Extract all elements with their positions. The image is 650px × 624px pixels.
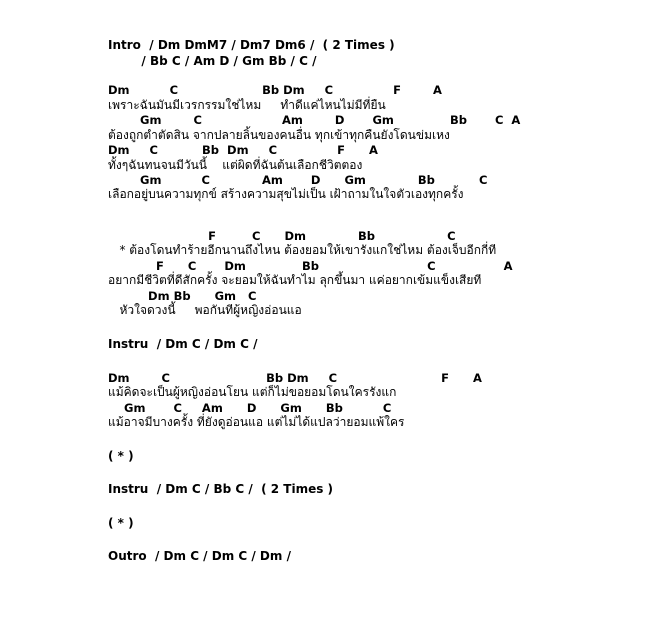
chorus-chordline-2: F C Dm Bb C A [108,259,513,274]
outro-block [108,549,638,565]
chorus-chordline-1: F C Dm Bb C [108,229,456,244]
repeat-chorus-2-line: ( * ) [108,515,134,530]
spacer [108,498,638,516]
repeat-chorus-2-block [108,516,638,532]
intro-line-1: Intro / Dm DmM7 / Dm7 Dm6 / ( 2 Times ) [108,38,395,52]
verse-2-chordline-2: Gm C Am D Gm Bb C [108,400,392,415]
song-content [108,38,638,565]
instru-1-line: Instru / Dm C / Dm C / [108,336,258,351]
chorus-chordline-3: Dm Bb Gm C [108,289,257,303]
spacer [108,464,638,482]
instru-2-line: Instru / Dm C / Bb C / ( 2 Times ) [108,482,334,497]
spacer [108,531,638,549]
verse-2-lyricline-1: แม้คิดจะเป็นผู้หญิงอ่อนโยน แต่ก็ไม่ขอยอมโดนใครรังแก [108,384,397,399]
intro-line-2: / Bb C / Am D / Gm Bb / C / [108,53,317,68]
intro-block [108,38,638,69]
verse-1-lyricline-4: เลือกอยู่บนความทุกข์ สร้างความสุขไม่เป็น เฝ้าถามในใจตัวเองทุกครั้ง [108,187,464,202]
chorus-lyricline-2: อยากมีชีวิตที่ดีสักครั้ง จะยอมให้ฉันทำไม ลุกขึ้นมา แค่อยากเข้มแข็งเสียที [108,273,482,288]
verse-2-chordline-1: Dm C Bb Dm C F A [108,370,482,385]
spacer [108,431,638,449]
spacer [108,319,638,337]
verse-1-block [108,83,638,203]
chorus-block [108,229,638,319]
spacer [108,203,638,221]
verse-1-chordline-1: Dm C Bb Dm C F A [108,83,442,98]
instru-2-block [108,482,638,498]
verse-1-lyricline-1: เพราะฉันมันมีเวรกรรมใช่ไหม ทำดีแค่ไหนไม่มีที่ยืน [108,97,386,112]
spacer [108,221,638,229]
verse-1-chordline-4: Gm C Am D Gm Bb C [108,173,488,188]
repeat-chorus-1-block [108,449,638,465]
verse-2-block [108,371,638,431]
spacer [108,69,638,83]
repeat-chorus-1-line: ( * ) [108,448,134,463]
verse-1-chordline-3: Dm C Bb Dm C F A [108,143,378,158]
verse-1-chordline-2: Gm C Am D Gm Bb C A [108,113,521,128]
outro-line: Outro / Dm C / Dm C / Dm / [108,549,291,564]
verse-1-lyricline-3: ทั้งๆฉันทนจนมีวันนี้ แต่ผิดที่ฉันต้นเลือกชีวิตตอง [108,157,363,172]
verse-1-lyricline-2: ต้องถูกตำตัดสิน จากปลายลิ้นของคนอื่น ทุกเข้าทุกคืนยังโดนข่มเหง [108,127,450,142]
spacer [108,353,638,371]
verse-2-lyricline-2: แม้อาจมีบางครั้ง ที่ยังดูอ่อนแอ แต่ไม่ได้แปลว่ายอมแพ้ใคร [108,414,405,429]
instru-1-block [108,337,638,353]
chorus-lyricline-1: * ต้องโดนทำร้ายอีกนานถึงไหน ต้องยอมให้เขารังแกใช่ไหม ต้องเจ็บอีกกี่ที [108,243,497,258]
chorus-lyricline-3: หัวใจดวงนี้ พอกันทีผู้หญิงอ่อนแอ [108,303,302,318]
